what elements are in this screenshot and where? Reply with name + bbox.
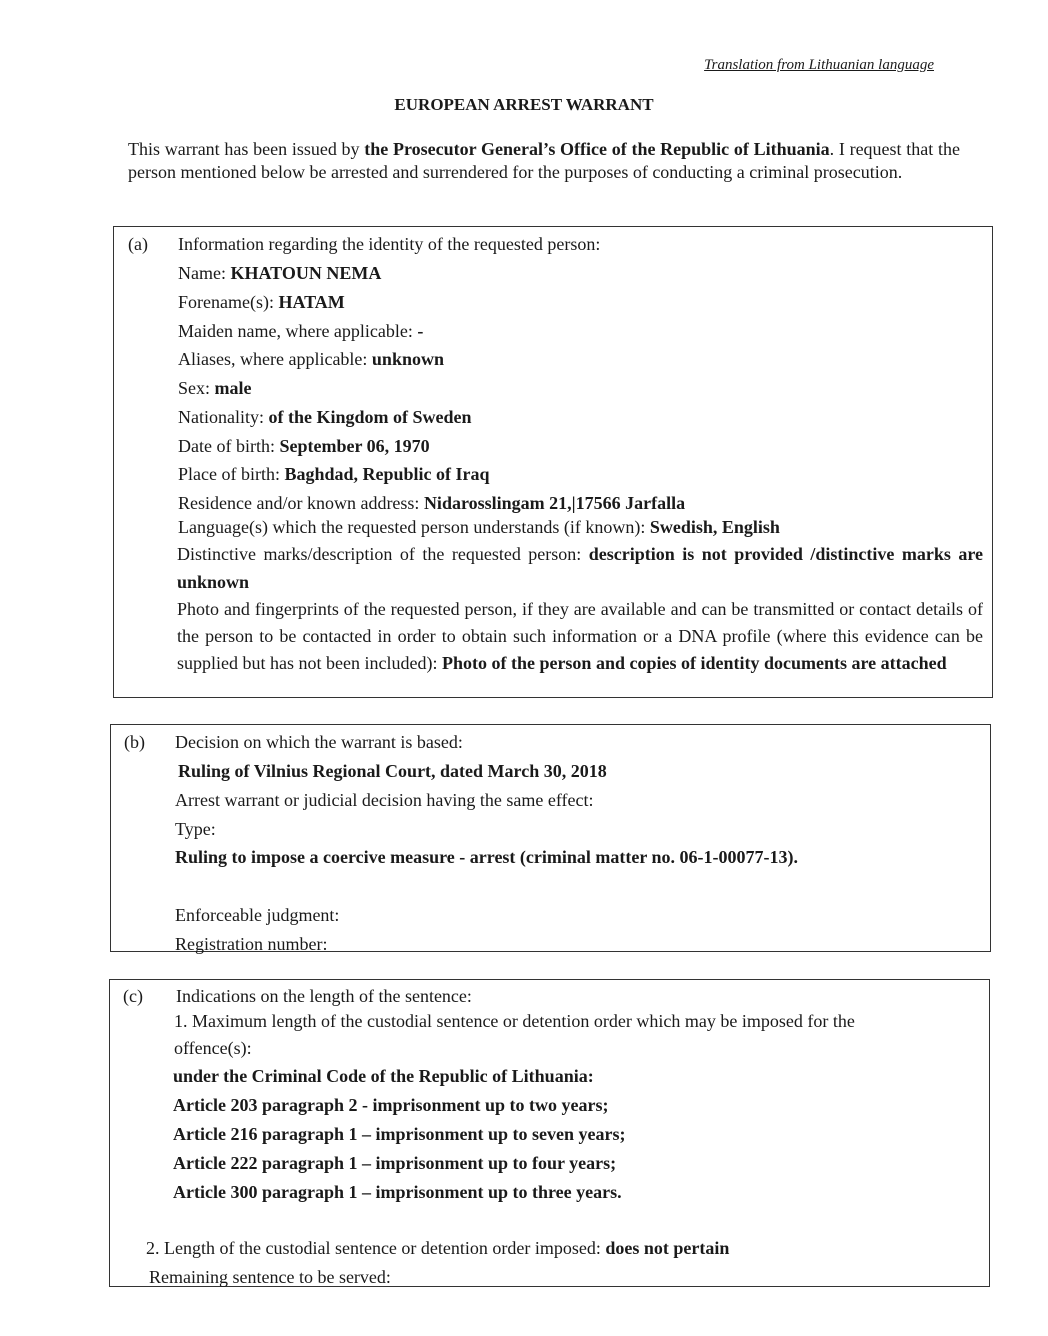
max-length-item: 1. Maximum length of the custodial sentence or detention order which may be imposed for the offence(s):	[174, 1011, 855, 1058]
intro-text-after: . I request that the person mentioned below be arrested and surrendered for the purposes of conducting a criminal prosecution.	[128, 139, 960, 182]
criminal-code-text: under the Criminal Code of the Republic of Lithuania:	[173, 1066, 594, 1086]
field-label: Maiden name, where applicable:	[178, 321, 418, 341]
article-text: Article 222 paragraph 1 – imprisonment up to four years;	[173, 1153, 617, 1173]
field-languages	[178, 516, 780, 539]
field-label: Date of birth:	[178, 436, 280, 456]
sentence-imposed-value: does not pertain	[605, 1238, 730, 1258]
ruling-text	[178, 760, 607, 783]
field-value: Swedish, English	[649, 517, 780, 537]
field-value: Baghdad, Republic of Iraq	[284, 464, 490, 484]
field-value: KHATOUN NEMA	[230, 263, 382, 283]
article-line	[173, 1123, 625, 1146]
section-b-tag: (b)	[124, 732, 145, 752]
field-value: unknown	[371, 349, 444, 369]
article-line	[173, 1152, 616, 1175]
field-label: Language(s) which the requested person understands (if known):	[178, 517, 650, 537]
field-label: Sex:	[178, 378, 215, 398]
field-aliases	[178, 348, 444, 371]
registration-number-label: Registration number:	[175, 934, 328, 954]
article-text: Article 203 paragraph 2 - imprisonment up to two years;	[173, 1095, 609, 1115]
field-value: description is not provided /distinctive marks are unknown	[177, 544, 983, 592]
document-title: EUROPEAN ARREST WARRANT	[394, 95, 654, 114]
enforceable-judgment-label: Enforceable judgment:	[175, 905, 340, 925]
article-text: Article 300 paragraph 1 – imprisonment up to three years.	[173, 1182, 622, 1202]
article-line	[173, 1181, 622, 1204]
field-maiden-name	[178, 320, 423, 343]
sentence-imposed-label: 2. Length of the custodial sentence or detention order imposed:	[146, 1238, 606, 1258]
arrest-warrant-label: Arrest warrant or judicial decision having the same effect:	[175, 790, 594, 810]
section-b-heading: Decision on which the warrant is based:	[175, 732, 463, 752]
field-value: of the Kingdom of Sweden	[268, 407, 472, 427]
issuer-name: the Prosecutor General’s Office of the Republic of Lithuania	[364, 139, 830, 159]
field-nationality	[178, 406, 472, 429]
article-text: Article 216 paragraph 1 – imprisonment up to seven years;	[173, 1124, 626, 1144]
intro-paragraph	[128, 138, 960, 184]
field-date-of-birth	[178, 435, 430, 458]
field-name	[178, 262, 381, 285]
field-label: Nationality:	[178, 407, 269, 427]
type-label: Type:	[175, 819, 216, 839]
field-value: male	[214, 378, 252, 398]
field-value: HATAM	[278, 292, 345, 312]
section-c-heading: Indications on the length of the sentence:	[176, 986, 472, 1006]
type-value-text: Ruling to impose a coercive measure - arrest (criminal matter no. 06-1-00077-13).	[175, 847, 799, 867]
section-c-tag: (c)	[123, 986, 143, 1006]
field-label: Photo and fingerprints of the requested person, if they are available and can be transmitted or contact details of the person to be contacted in order to obtain such information or a DNA profile (where this evidence can be supplied but has not been included):	[177, 599, 983, 673]
field-residence	[178, 492, 685, 515]
field-label: Place of birth:	[178, 464, 285, 484]
field-value: September 06, 1970	[279, 436, 430, 456]
field-label: Aliases, where applicable:	[178, 349, 372, 369]
ruling-value: Ruling of Vilnius Regional Court, dated March 30, 2018	[178, 761, 607, 781]
criminal-code-line	[173, 1065, 594, 1088]
article-line	[173, 1094, 608, 1117]
field-photo-fingerprints	[177, 596, 983, 677]
field-value: Photo of the person and copies of identity documents are attached	[441, 653, 947, 673]
field-value: Nidarosslingam 21,|17566 Jarfalla	[423, 493, 686, 513]
field-label: Distinctive marks/description of the requested person:	[177, 544, 589, 564]
intro-text-before: This warrant has been issued by	[128, 139, 365, 159]
field-label: Residence and/or known address:	[178, 493, 424, 513]
sentence-imposed-item	[146, 1237, 729, 1260]
field-sex	[178, 377, 252, 400]
field-distinctive-marks	[177, 540, 983, 596]
field-value: -	[417, 321, 424, 341]
section-a-tag: (a)	[128, 234, 148, 254]
translation-note: Translation from Lithuanian language	[704, 57, 934, 73]
field-place-of-birth	[178, 463, 490, 486]
remaining-sentence-label: Remaining sentence to be served:	[149, 1267, 391, 1287]
field-label: Name:	[178, 263, 231, 283]
type-value	[175, 846, 798, 869]
field-label: Forename(s):	[178, 292, 279, 312]
field-forenames	[178, 291, 345, 314]
section-a-heading: Information regarding the identity of the requested person:	[178, 234, 601, 254]
